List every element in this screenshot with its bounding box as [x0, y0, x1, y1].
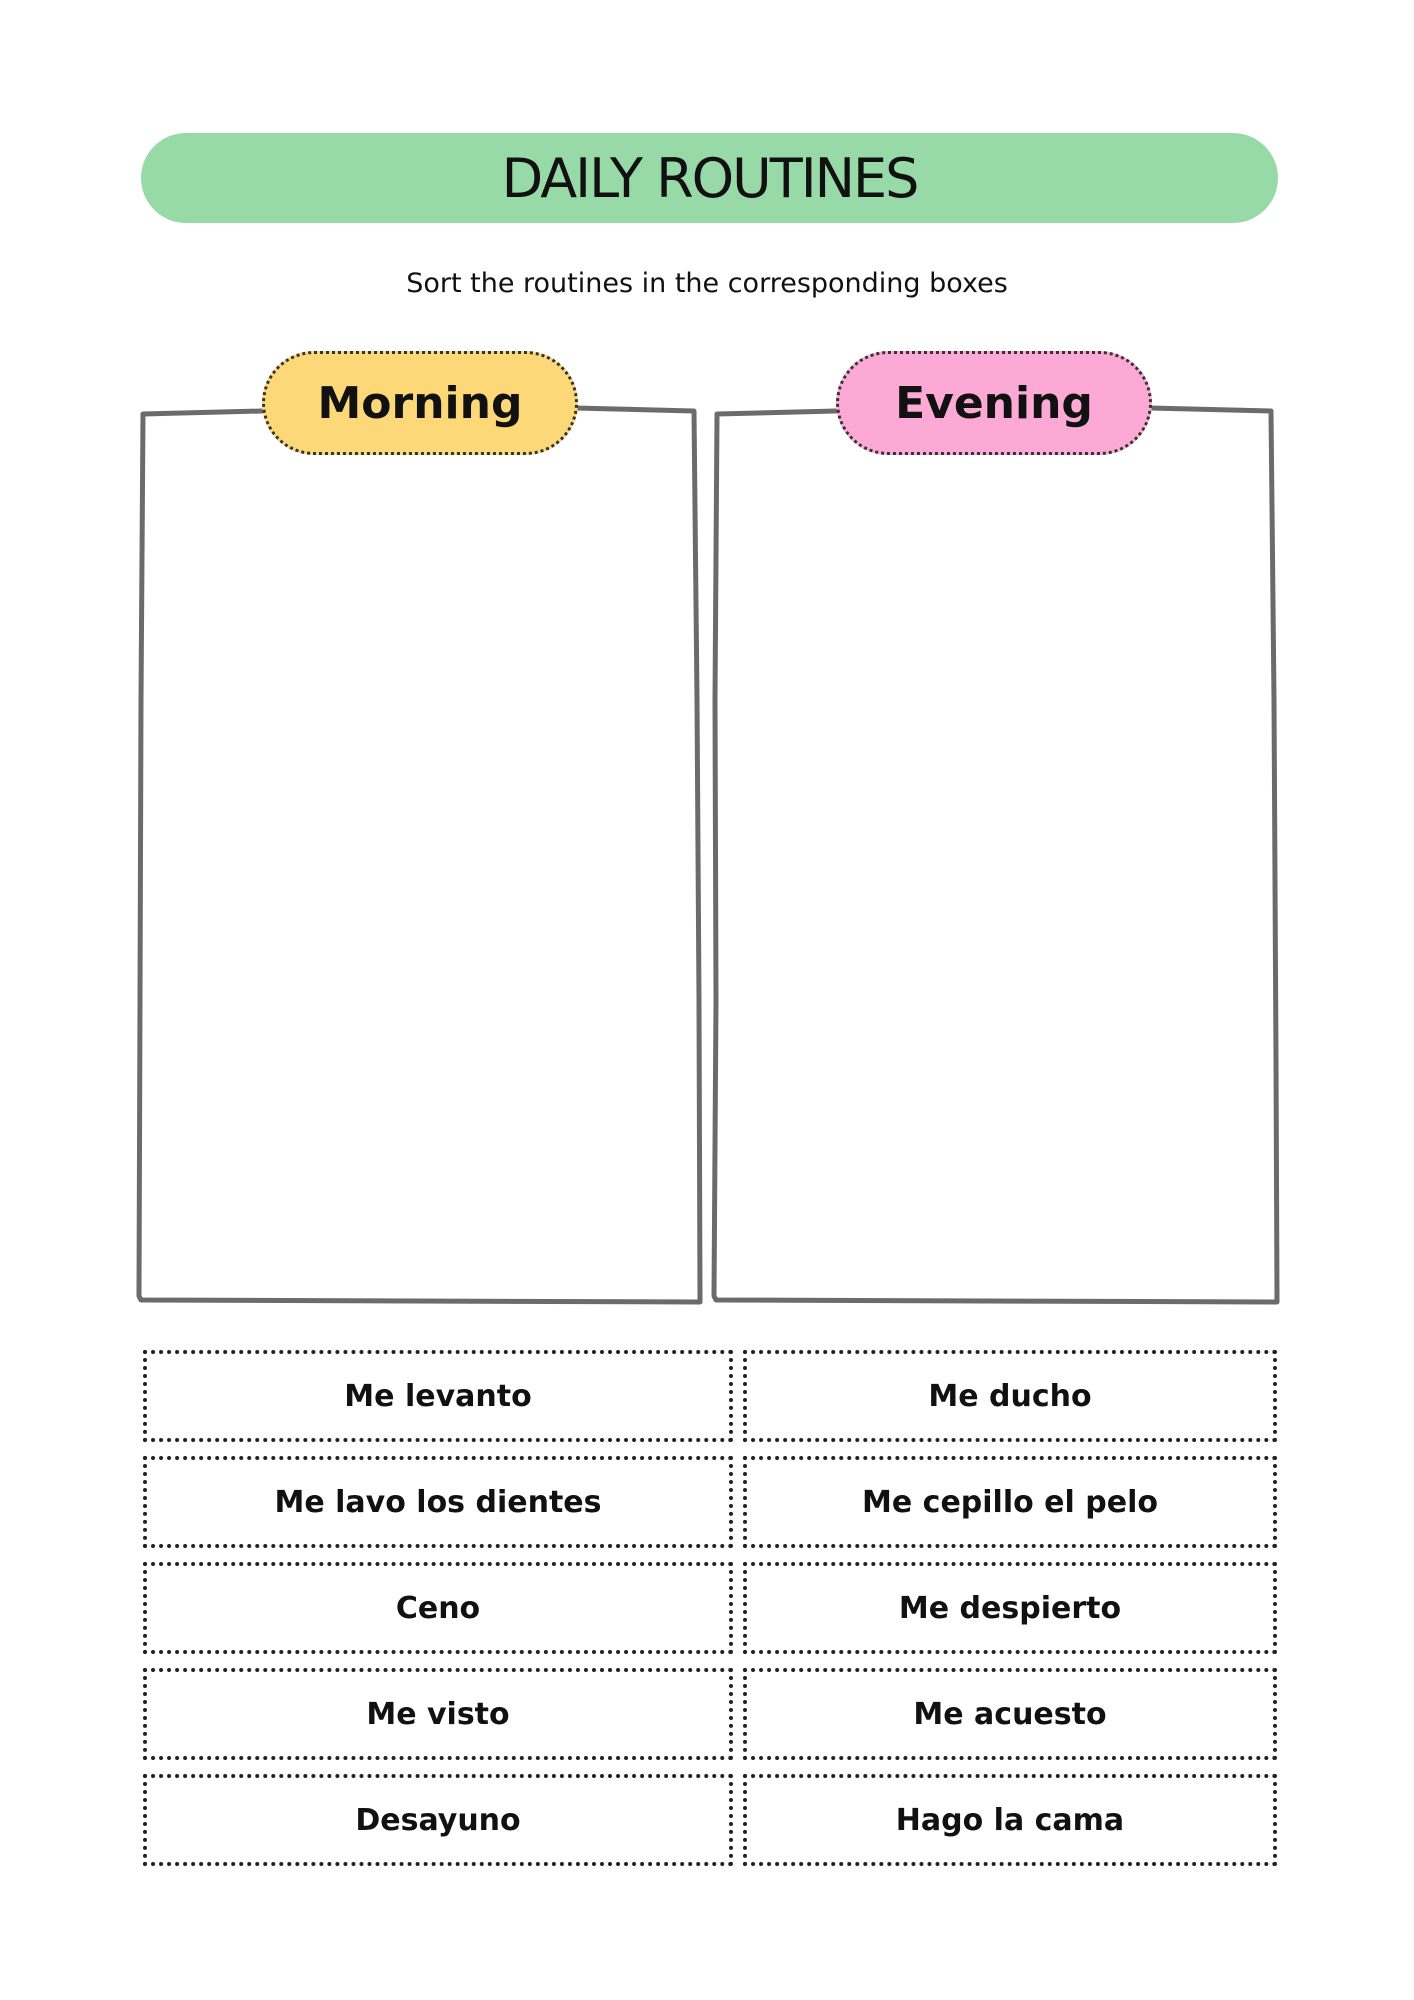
routine-card[interactable]	[143, 1774, 733, 1866]
routine-card-label: Me levanto	[344, 1378, 532, 1414]
routine-card[interactable]	[143, 1668, 733, 1760]
routine-card[interactable]	[143, 1456, 733, 1548]
morning-box-outline	[139, 408, 700, 1302]
routine-card[interactable]	[743, 1456, 1277, 1548]
routine-card-label: Hago la cama	[895, 1802, 1125, 1838]
evening-label-pill	[836, 351, 1152, 455]
routine-card-label: Me acuesto	[913, 1696, 1107, 1732]
routine-card[interactable]	[743, 1668, 1277, 1760]
routine-card-label: Me cepillo el pelo	[862, 1484, 1158, 1520]
routine-card-label: Me visto	[366, 1696, 510, 1732]
instructions: Sort the routines in the corresponding boxes	[406, 268, 1008, 299]
evening-box-outline	[714, 408, 1277, 1302]
routine-card[interactable]	[143, 1350, 733, 1442]
routine-card[interactable]	[743, 1774, 1277, 1866]
page-title: DAILY ROUTINES	[501, 146, 918, 210]
routine-card-label: Ceno	[395, 1590, 481, 1626]
routine-card[interactable]	[743, 1562, 1277, 1654]
routine-card[interactable]	[143, 1562, 733, 1654]
routine-card-label: Desayuno	[355, 1802, 521, 1838]
routine-card-label: Me ducho	[928, 1378, 1092, 1414]
routine-card[interactable]	[743, 1350, 1277, 1442]
routine-card-label: Me lavo los dientes	[274, 1484, 602, 1520]
evening-label: Evening	[895, 377, 1093, 429]
morning-label-pill	[262, 351, 578, 455]
morning-label: Morning	[317, 377, 523, 429]
routine-card-label: Me despierto	[898, 1590, 1122, 1626]
